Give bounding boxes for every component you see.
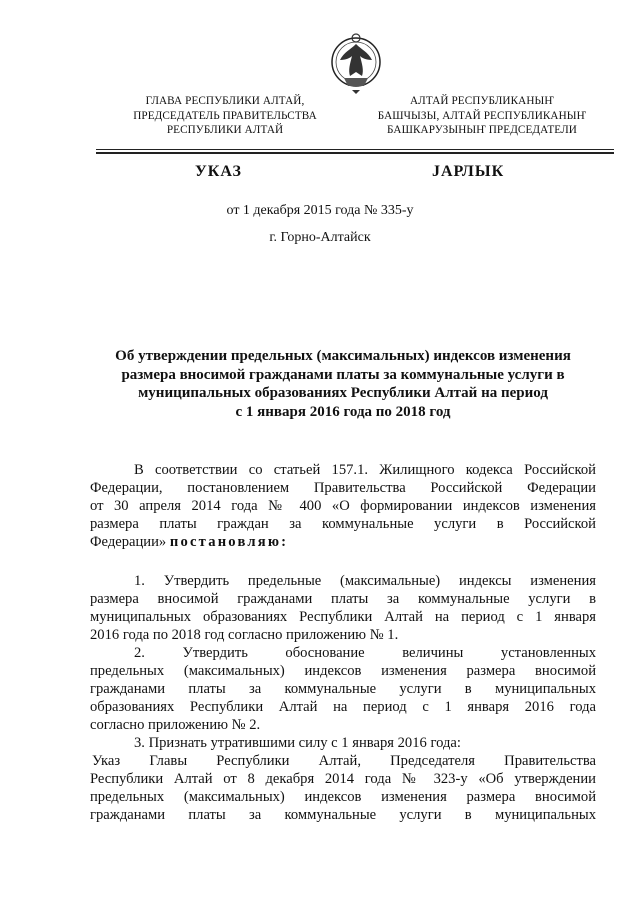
header-right-block	[352, 94, 612, 138]
item-line: гражданами платы за коммунальные услуги в муниципальных	[90, 807, 596, 823]
decree-word: постановляю:	[169, 534, 289, 550]
header-right-line: БАШКАРУЗЫНЫҤ ПРЕДСЕДАТЕЛИ	[387, 124, 577, 136]
item-line: согласно приложению № 2.	[90, 717, 261, 733]
doc-title-alt: JАРЛЫК	[432, 163, 505, 180]
subject-line: Об утверждении предельных (максимальных) индексов изменения	[115, 348, 571, 364]
item-line: 1. Утвердить предельные (максимальные) индексы изменения	[134, 573, 596, 589]
header-left-line: ГЛАВА РЕСПУБЛИКИ АЛТАЙ,	[145, 95, 305, 107]
doc-city: г. Горно-Алтайск	[269, 230, 371, 245]
header-divider-thin	[96, 149, 614, 150]
header-left-line: ПРЕДСЕДАТЕЛЬ ПРАВИТЕЛЬСТВА	[133, 109, 317, 122]
preamble-line: от 30 апреля 2014 года № 400 «О формировании индексов изменения	[90, 498, 596, 514]
subject-line: с 1 января 2016 года по 2018 год	[235, 403, 451, 420]
doc-title-ru: УКАЗ	[195, 163, 242, 180]
preamble-line: В соответствии со статьей 157.1. Жилищного кодекса Российской	[134, 462, 596, 478]
preamble-last-line	[90, 533, 596, 551]
subject-line: размера вносимой гражданами платы за коммунальные услуги в	[121, 366, 565, 383]
item-line: предельных (максимальных) индексов изменения размера вносимой	[90, 663, 596, 679]
doc-subject	[80, 347, 606, 421]
item-line: гражданами платы за коммунальные услуги в муниципальных	[90, 681, 596, 697]
header-left-line: РЕСПУБЛИКИ АЛТАЙ	[166, 124, 284, 136]
item-line: предельных (максимальных) индексов изменения размера вносимой	[90, 789, 596, 805]
item-line: муниципальных образованиях Республики Алтай на период с 1 января	[90, 609, 596, 625]
subject-line: муниципальных образованиях Республики Алтай на период	[138, 385, 548, 401]
doc-date-number: от 1 декабря 2015 года № 335-у	[226, 203, 414, 218]
item-line: 2016 года по 2018 год согласно приложению № 1.	[90, 627, 399, 643]
preamble-line: размера платы граждан за коммунальные услуги в Российской	[90, 516, 596, 532]
header-right-line: АЛТАЙ РЕСПУБЛИКАНЫҤ	[409, 95, 555, 107]
coat-of-arms-emblem	[330, 30, 382, 96]
preamble-line: Федерации, постановлением Правительства Российской Федерации	[90, 480, 596, 496]
header-divider-thick	[96, 152, 614, 154]
item-line: 2. Утвердить обоснование величины установленных	[134, 645, 596, 661]
item-line: 3. Признать утратившими силу с 1 января 2016 года:	[134, 735, 461, 751]
header-left-block	[110, 94, 340, 138]
header-right-line: БАШЧЫЗЫ, АЛТАЙ РЕСПУБЛИКАНЫҤ	[377, 109, 587, 122]
item-line: размера вносимой гражданами платы за коммунальные услуги в	[90, 591, 596, 607]
item-line: образованиях Республики Алтай на период с 1 января 2016 года	[90, 699, 596, 715]
item-line: Республики Алтай от 8 декабря 2014 года № 323-у «Об утверждении	[90, 771, 596, 787]
preamble-line: Федерации»	[90, 534, 167, 550]
item-line: Указ Главы Республики Алтай, Председателя Правительства	[92, 753, 596, 769]
